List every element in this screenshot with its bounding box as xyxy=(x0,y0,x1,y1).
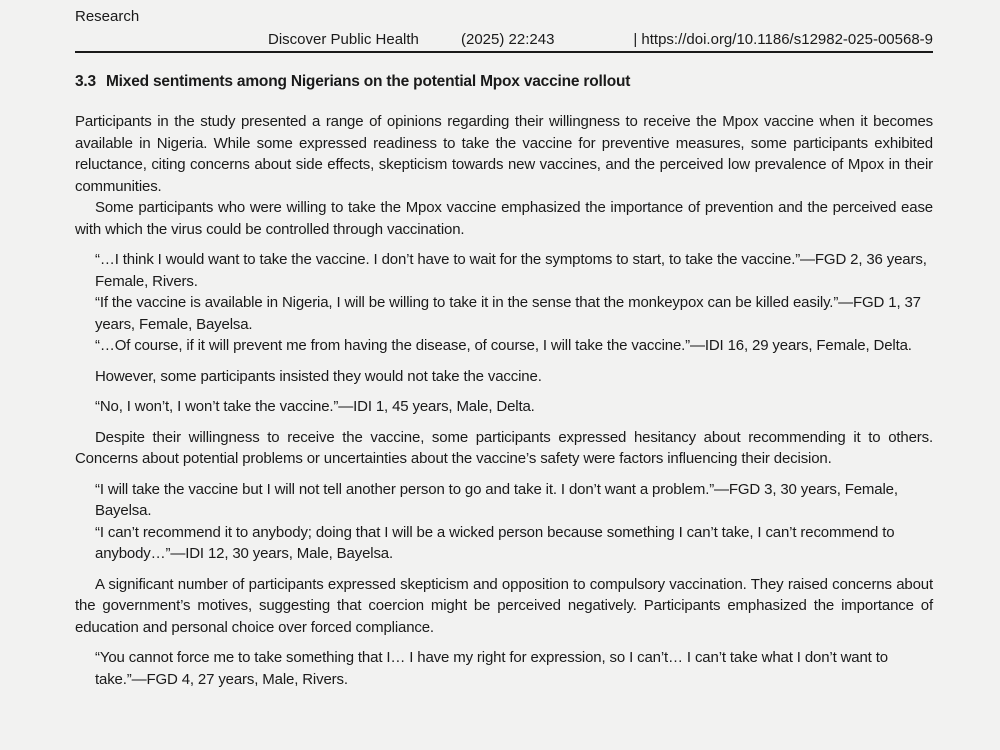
header-divider xyxy=(75,51,933,53)
section-title: Mixed sentiments among Nigerians on the potential Mpox vaccine rollout xyxy=(105,73,631,90)
body-paragraph: Some participants who were willing to take the Mpox vaccine emphasized the importance of prevention and the perceived ease with which the virus could be controlled through vaccination. xyxy=(75,199,933,238)
participant-quote: “You cannot force me to take something that I… I have my right for expression, so I can’t… I can’t take what I don’t want to take.”—FGD 4, 27 years, Male, Rivers. xyxy=(95,649,888,688)
body-paragraph: However, some participants insisted they would not take the vaccine. xyxy=(95,367,542,385)
quote-block xyxy=(95,479,933,565)
article-body xyxy=(75,71,933,699)
body-paragraph: A significant number of participants expressed skepticism and opposition to compulsory vaccination. They raised concerns about the government’s motives, suggesting that coercion might be perceived negatively. Participants emphasized the importance of education and personal choice over forced compliance. xyxy=(75,575,933,636)
quote-block xyxy=(95,249,933,357)
participant-quote: “I can’t recommend it to anybody; doing that I will be a wicked person because something I can’t take, I can’t recommend to anybody…”—IDI 12, 30 years, Male, Bayelsa. xyxy=(95,523,895,562)
article-type-label: Research xyxy=(75,8,140,25)
participant-quote: “No, I won’t, I won’t take the vaccine.”—IDI 1, 45 years, Male, Delta. xyxy=(95,398,535,415)
body-paragraph: Participants in the study presented a range of opinions regarding their willingness to receive the Mpox vaccine when it becomes available in Nigeria. While some expressed readiness to take the vaccine for preventive measures, some participants exhibited reluctance, citing concerns about side effects, skepticism towards new vaccines, and the perceived low prevalence of Mpox in their communities. xyxy=(75,113,933,195)
participant-quote: “…Of course, if it will prevent me from having the disease, of course, I will take the vaccine.”—IDI 16, 29 years, Female, Delta. xyxy=(95,337,912,354)
participant-quote: “I will take the vaccine but I will not tell another person to go and take it. I don’t want a problem.”—FGD 3, 30 years, Female, Bayelsa. xyxy=(95,480,898,519)
doi-link[interactable]: | https://doi.org/10.1186/s12982-025-00568-9 xyxy=(633,31,933,48)
participant-quote: “…I think I would want to take the vaccine. I don’t have to wait for the symptoms to start, to take the vaccine.”—FGD 2, 36 years, Female, Rivers. xyxy=(95,251,927,290)
body-paragraph: Despite their willingness to receive the vaccine, some participants expressed hesitancy about recommending it to others. Concerns about potential problems or uncertainties about the vaccine’s safety were factors influencing their decision. xyxy=(75,428,933,467)
running-header xyxy=(75,6,933,52)
quote-block xyxy=(95,396,933,418)
journal-year-volume: (2025) 22:243 xyxy=(461,31,555,48)
quote-block xyxy=(95,647,933,690)
participant-quote: “If the vaccine is available in Nigeria, I will be willing to take it in the sense that the monkeypox can be killed easily.”—FGD 1, 37 years, Female, Bayelsa. xyxy=(95,294,921,333)
section-heading xyxy=(75,71,933,93)
journal-name: Discover Public Health xyxy=(268,31,419,48)
section-number: 3.3 xyxy=(75,73,96,90)
